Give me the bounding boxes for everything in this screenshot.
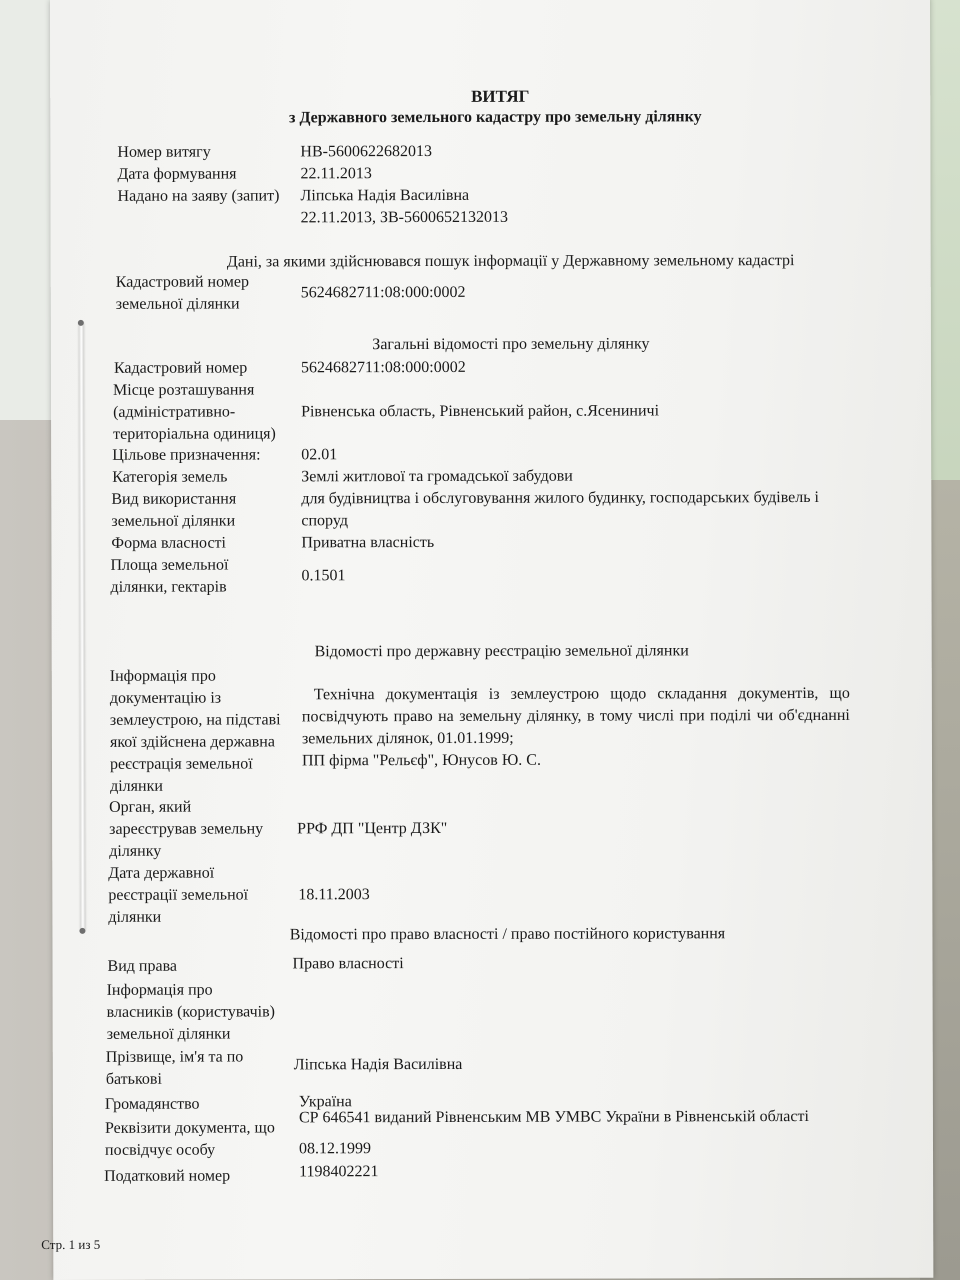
id-document-date: 08.12.1999 [298, 1140, 372, 1158]
page-footer: Стр. 1 из 5 [41, 1236, 101, 1253]
date-formed-value: 22.11.2013 [300, 165, 372, 183]
docs-label: Інформація про документацію із землеустрою, на підставі якої здійснена державна реєстрація земельної ділянки [109, 667, 281, 795]
registration-section-heading: Відомості про державну реєстрацію земельної ділянки [314, 642, 689, 661]
purpose-value: 02.01 [301, 446, 338, 464]
general-section-heading: Загальні відомості про земельну ділянку [372, 335, 650, 354]
fullname-label: Прізвище, ім'я та по батькові [105, 1048, 244, 1088]
id-document-label: Реквізити документа, що посвідчує особу [104, 1119, 275, 1159]
document-title: ВИТЯГ [471, 86, 530, 106]
category-value: Землі житлової та громадської забудови [301, 467, 573, 486]
id-document-value: СР 646541 виданий Рівненським МВ УМВС України в Рівненській області [298, 1108, 809, 1127]
extract-number-label: Номер витягу [117, 143, 211, 161]
extract-number-value: НВ-5600622682013 [300, 143, 432, 161]
usage-value: для будівництва і обслуговування жилого будинку, господарських будівель і споруд [301, 488, 820, 530]
provided-request: 22.11.2013, ЗВ-5600652132013 [300, 208, 509, 227]
organ-value: РРФ ДП "Центр ДЗК" [297, 819, 448, 838]
provided-label: Надано на заяву (запит) [117, 187, 280, 205]
citizenship-value: Україна [298, 1093, 352, 1111]
binding-hole [78, 320, 84, 326]
general-cadastral-value: 5624682711:08:000:0002 [300, 358, 466, 377]
right-type-label: Вид права [107, 957, 178, 975]
ownership-section-heading: Відомості про право власності / право постійного користування [289, 925, 726, 944]
owners-label: Інформація про власників (користувачів) земельної ділянки [106, 981, 276, 1043]
area-label: Площа земельної ділянки, гектарів [110, 556, 229, 596]
fullname-value: Ліпська Надія Василівна [293, 1055, 463, 1074]
registration-date-value: 18.11.2003 [298, 886, 370, 904]
general-cadastral-label: Кадастровий номер [113, 359, 248, 377]
binding-thread [79, 322, 86, 932]
category-label: Категорія земель [112, 468, 228, 486]
docs-author: ПП фірма "Рельєф", Юнусов Ю. С. [301, 751, 541, 770]
citizenship-label: Громадянство [104, 1095, 200, 1113]
docs-value: Технічна документація із землеустрою щодо складання документів, що посвідчують право на земельну ділянку, в тому числі при поділі чи об'єднанні земельних ділянок, 01.01.1999; [301, 684, 850, 748]
date-formed-label: Дата формування [117, 165, 237, 183]
location-label: Місце розташування (адміністративно- територіальна одиниця) [112, 381, 276, 443]
provided-name: Ліпська Надія Василівна [300, 186, 470, 205]
search-cadastral-label: Кадастровий номер земельної ділянки [115, 273, 250, 313]
area-value: 0.1501 [301, 567, 346, 585]
ownership-form-label: Форма власності [111, 534, 226, 552]
search-cadastral-value: 5624682711:08:000:0002 [300, 283, 466, 302]
right-type-value: Право власності [292, 955, 404, 973]
location-value: Рівненська область, Рівненський район, с.Ясениничі [301, 402, 660, 421]
ownership-form-value: Приватна власність [301, 533, 435, 552]
document-subtitle: з Державного земельного кадастру про земельну ділянку [288, 108, 702, 127]
tax-number-label: Податковий номер [104, 1167, 231, 1185]
organ-label: Орган, який зареєстрував земельну ділянку [109, 798, 264, 860]
extract-document-page [41, 0, 933, 1280]
purpose-label: Цільове призначення: [112, 446, 261, 464]
search-section-heading: Дані, за якими здійснювався пошук інформації у Державному земельному кадастрі [226, 252, 795, 271]
tax-number-value: 1198402221 [299, 1163, 379, 1181]
registration-date-label: Дата державної реєстрації земельної ділянки [108, 864, 249, 926]
usage-label: Вид використання земельної ділянки [111, 490, 237, 530]
